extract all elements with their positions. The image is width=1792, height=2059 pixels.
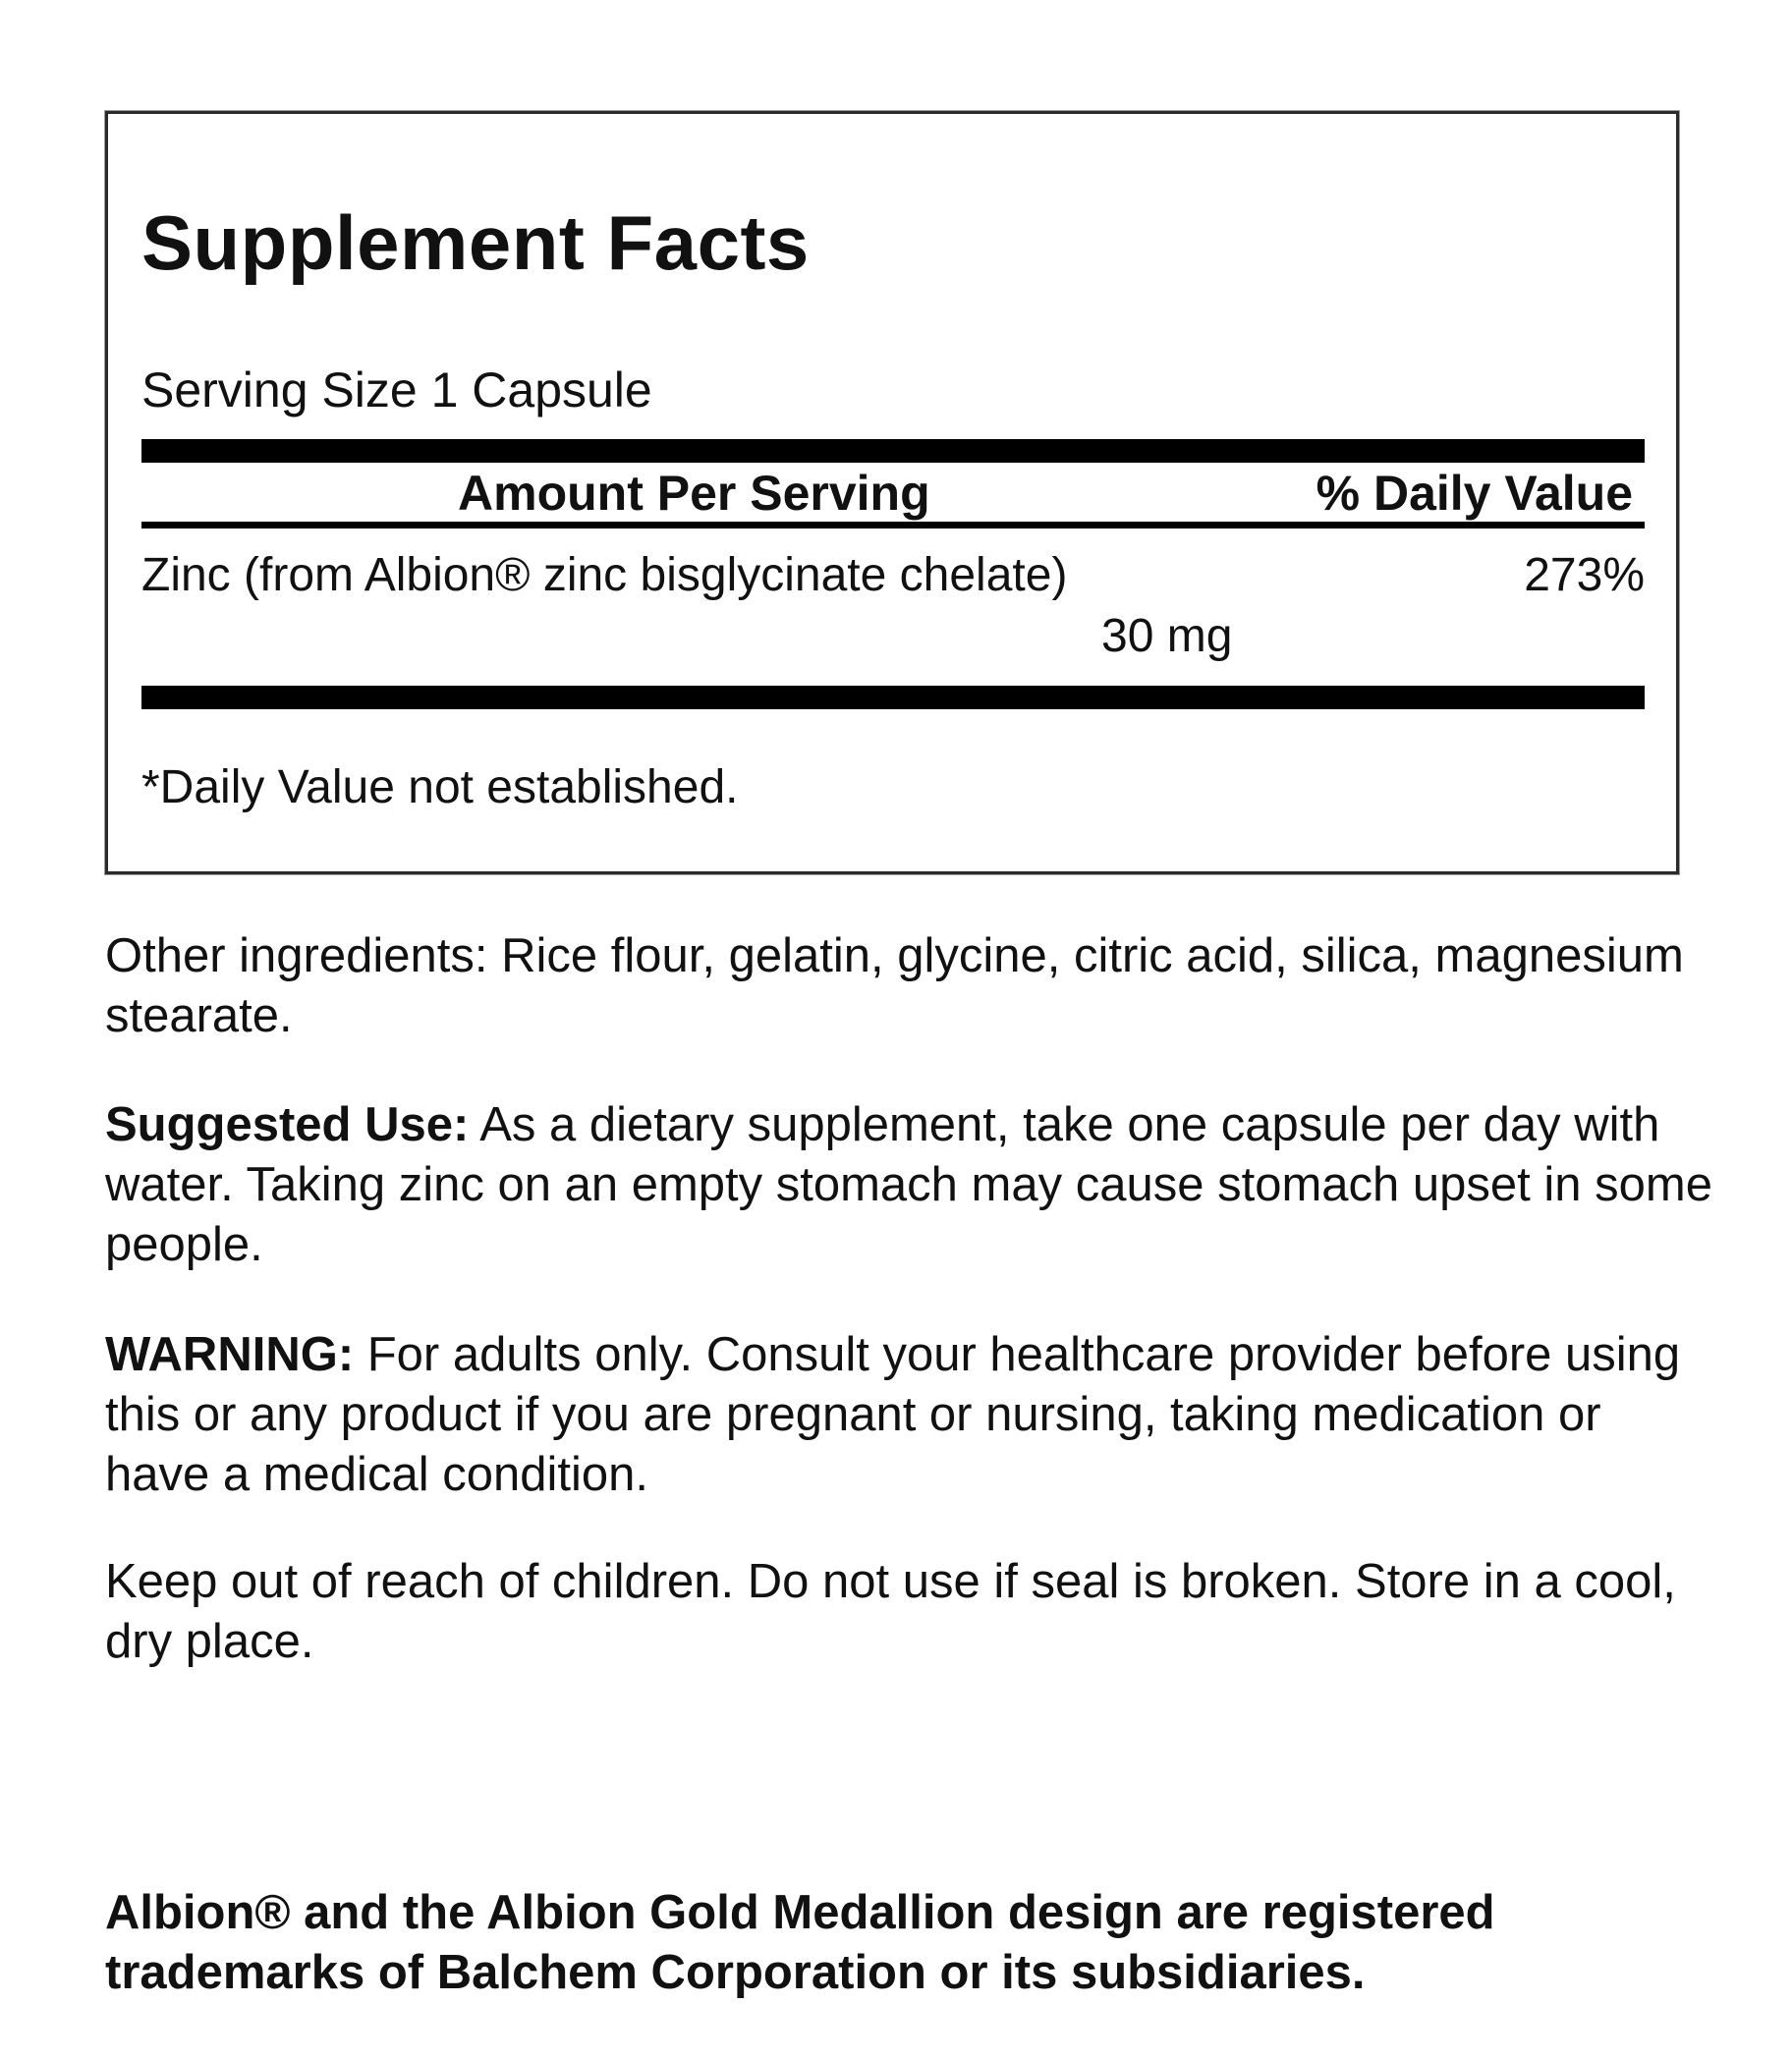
trademark-notice: Albion® and the Albion Gold Medallion design are registered trademarks of Balchem Corporation or its subsidiaries. [105, 1886, 1495, 1999]
nutrient-amount: 30 mg [1101, 610, 1233, 662]
nutrient-daily-value: 273% [1524, 549, 1645, 601]
other-ingredients: Other ingredients: Rice flour, gelatin, glycine, citric acid, silica, magnesium stearate. [105, 929, 1684, 1042]
thick-divider-bottom [141, 686, 1645, 709]
supplement-facts-title: Supplement Facts [141, 199, 810, 286]
daily-value-footnote: *Daily Value not established. [141, 761, 739, 813]
facts-header-row [141, 466, 1645, 521]
storage-instructions: Keep out of reach of children. Do not use if seal is broken. Store in a cool, dry place. [105, 1555, 1676, 1668]
warning-text: For adults only. Consult your healthcare provider before using this or any product if you are pregnant or nursing, taking medication or have a medical condition. [105, 1328, 1681, 1501]
thick-divider-top [141, 439, 1645, 463]
warning-label: WARNING: [105, 1328, 355, 1381]
amount-per-serving-header: Amount Per Serving [458, 466, 930, 521]
supplement-facts-panel [105, 111, 1679, 874]
warning [105, 1325, 1716, 1505]
suggested-use [105, 1095, 1716, 1275]
suggested-use-label: Suggested Use: [105, 1098, 470, 1151]
suggested-use-text: As a dietary supplement, take one capsule per day with water. Taking zinc on an empty stomach may cause stomach upset in some people. [105, 1098, 1712, 1271]
nutrient-name: Zinc (from Albion® zinc bisglycinate chelate) [141, 549, 1068, 601]
serving-size: Serving Size 1 Capsule [141, 362, 652, 417]
header-divider [141, 522, 1645, 529]
daily-value-header: % Daily Value [1316, 466, 1633, 521]
